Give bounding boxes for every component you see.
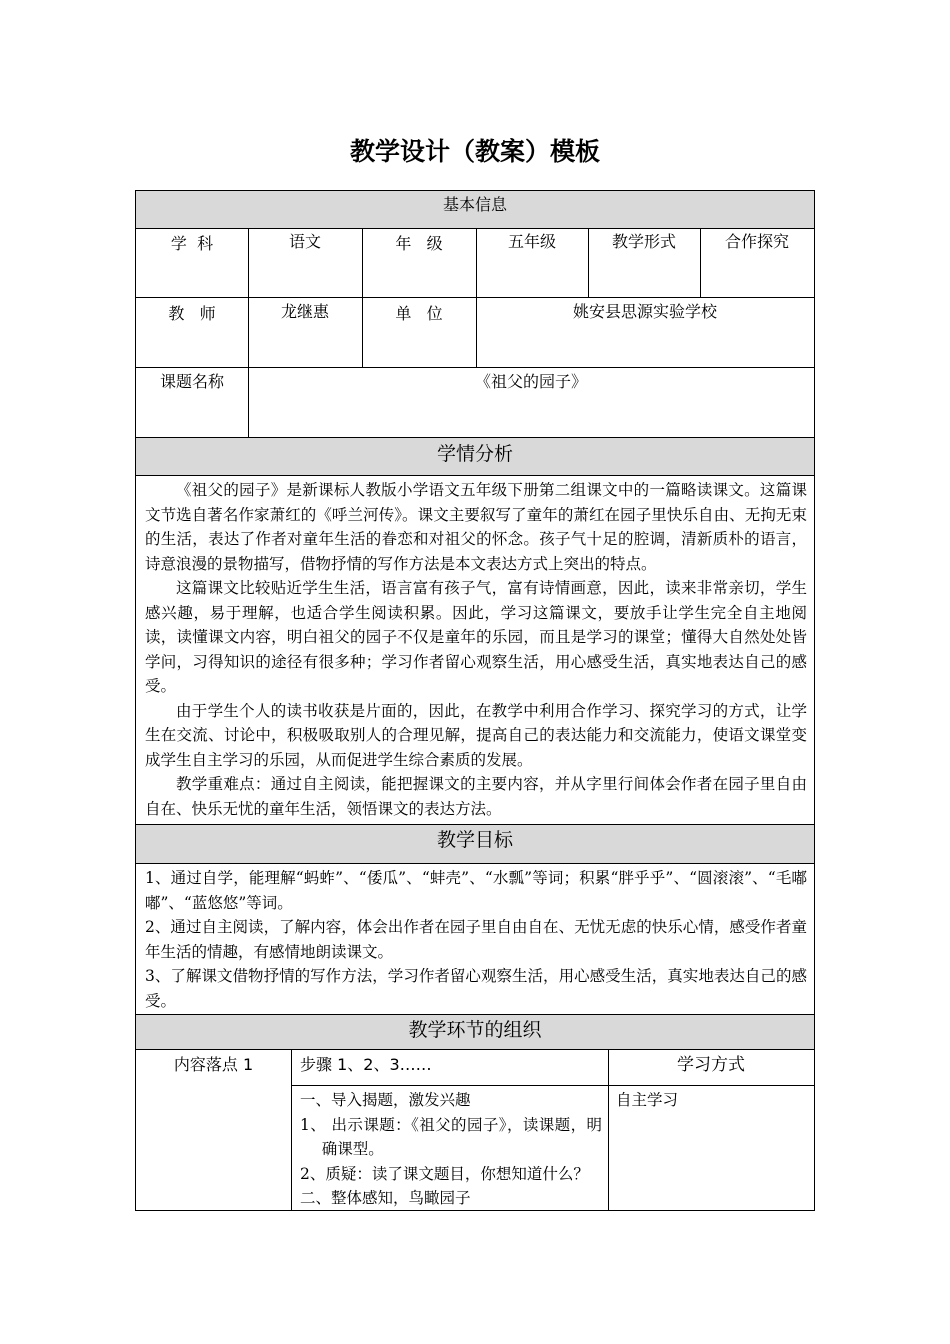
unit-label: 单 位 bbox=[395, 304, 443, 323]
goal-item: 1、通过自学，能理解“蚂蚱”、“倭瓜”、“蚌壳”、“水瓢”等词；积累“胖乎乎”、“圆滚滚”、“毛嘟嘟”、“蓝悠悠”等词。 bbox=[145, 869, 807, 912]
page-title: 教学设计（教案）模板 bbox=[349, 137, 600, 166]
goal-item: 3、了解课文借物抒情的写作方法，学习作者留心观察生活，用心感受生活，真实地表达自己的感受。 bbox=[145, 967, 807, 1010]
analysis-paragraph: 由于学生个人的读书收获是片面的，因此，在教学中利用合作学习、探究学习的方式，让学生在交流、讨论中，积极吸取别人的合理见解，提高自己的表达能力和交流能力，使语文课堂变成学生自主学习的乐园，从而促进学生综合素质的发展。 bbox=[145, 701, 807, 769]
form-label: 教学形式 bbox=[611, 232, 676, 251]
steps-header: 步骤 1、2、3…… bbox=[300, 1055, 432, 1074]
teacher-label: 教 师 bbox=[168, 304, 216, 323]
steps-content bbox=[300, 1088, 602, 1208]
goals-header: 教学目标 bbox=[136, 825, 814, 863]
goal-item: 2、通过自主阅读，了解内容，体会出作者在园子里自由自在、无忧无虑的快乐心情，感受作者童年生活的情趣，有感情地朗读课文。 bbox=[145, 918, 807, 961]
content-point-header: 内容落点 1 bbox=[173, 1055, 254, 1074]
grade-value: 五年级 bbox=[507, 232, 556, 251]
analysis-paragraph: 《祖父的园子》是新课标人教版小学语文五年级下册第二组课文中的一篇略读课文。这篇课文节选自著名作家萧红的《呼兰河传》。课文主要叙写了童年的萧红在园子里快乐自由、无拘无束的生活，表达了作者对童年生活的眷恋和对祖父的怀念。孩子气十足的腔调，清新质朴的语言，诗意浪漫的景物描写，借物抒情的写作方法是本文表达方式上突出的特点。 bbox=[145, 481, 807, 573]
unit-value: 姚安县思源实验学校 bbox=[572, 302, 717, 321]
grade-label: 年 级 bbox=[395, 234, 443, 253]
subject-label: 学 科 bbox=[170, 234, 214, 253]
learning-method-header: 学习方式 bbox=[677, 1055, 745, 1075]
teacher-value: 龙继惠 bbox=[280, 302, 329, 321]
analysis-text bbox=[145, 478, 807, 823]
analysis-paragraph: 教学重难点：通过自主阅读，能把握课文的主要内容，并从字里行间体会作者在园子里自由自在、快乐无忧的童年生活，领悟课文的表达方法。 bbox=[145, 775, 807, 818]
step-line: 二、整体感知，鸟瞰园子 bbox=[300, 1189, 471, 1207]
step-line: 一、导入揭题，激发兴趣 bbox=[300, 1091, 471, 1109]
analysis-header: 学情分析 bbox=[136, 438, 814, 475]
basic-info-header: 基本信息 bbox=[136, 191, 814, 228]
subject-value: 语文 bbox=[288, 232, 321, 251]
form-value: 合作探究 bbox=[724, 232, 789, 251]
topic-value: 《祖父的园子》 bbox=[474, 372, 587, 391]
step-line: 1、 出示课题：《祖父的园子》，读课题，明确课型。 bbox=[300, 1115, 602, 1158]
lesson-plan-table bbox=[135, 190, 815, 1211]
topic-label: 课题名称 bbox=[159, 372, 224, 391]
organization-header: 教学环节的组织 bbox=[136, 1015, 814, 1049]
goals-list bbox=[145, 866, 807, 1011]
step-line: 2、质疑：读了课文题目，你想知道什么？ bbox=[300, 1164, 589, 1183]
analysis-paragraph: 这篇课文比较贴近学生生活，语言富有孩子气，富有诗情画意，因此，读来非常亲切，学生感兴趣，易于理解，也适合学生阅读积累。因此，学习这篇课文，要放手让学生完全自主地阅读，读懂课文内容，明白祖父的园子不仅是童年的乐园，而且是学习的课堂；懂得大自然处处皆学问，习得知识的途径有很多种；学习作者留心观察生活，用心感受生活，真实地表达自己的感受。 bbox=[145, 579, 807, 695]
learning-method-value: 自主学习 bbox=[616, 1091, 679, 1109]
